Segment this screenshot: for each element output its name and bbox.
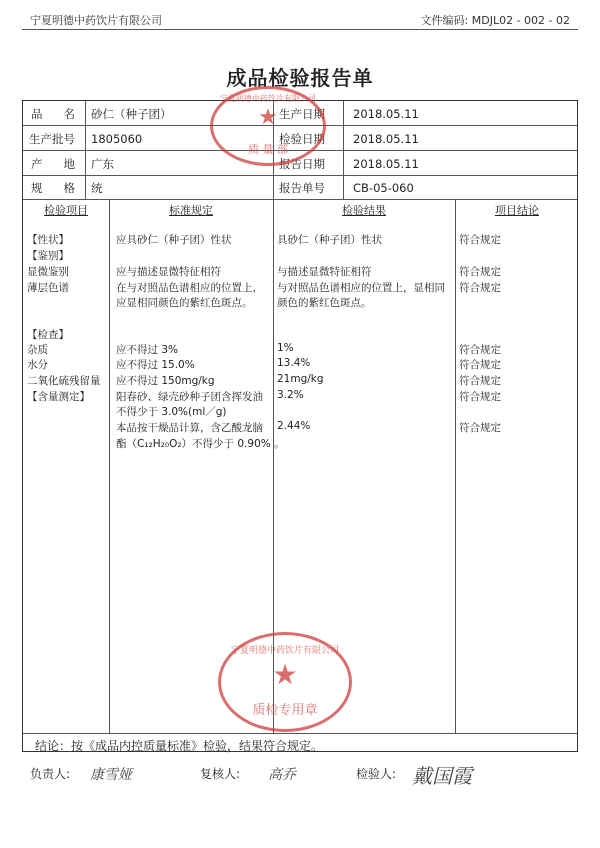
item-cell: 二氧化硫残留量 [27,375,101,387]
item-cell: 【鉴别】 [27,250,69,262]
conclusion-cell: 符合规定 [459,359,501,371]
item-cell: 【性状】 [27,234,69,246]
reviewer-label: 复核人: [200,767,241,781]
divider [23,733,577,734]
result-cell: 2.44% [277,420,311,432]
insp-date-label: 检验日期 [279,132,325,146]
standard-cell: 酯（C₁₂H₂₀O₂）不得少于 0.90% 。 [116,438,285,450]
item-cell: 水分 [27,359,48,371]
divider [23,175,577,176]
standard-cell: 本品按干燥品计算，含乙酸龙脑 [116,422,263,434]
item-cell: 【含量测定】 [27,391,90,403]
conclusion-cell: 符合规定 [459,282,501,294]
inspector-signature: 戴国霞 [412,764,472,788]
prod-date-label: 生产日期 [279,107,325,121]
conclusion-cell: 符合规定 [459,391,501,403]
name-label: 品 名 [31,107,75,121]
conclusion-cell: 符合规定 [459,266,501,278]
standard-cell: 应不得过 3% [116,344,178,356]
report-date-value: 2018.05.11 [353,157,419,171]
spec-label: 规 格 [31,181,75,195]
batch-value: 1805060 [91,132,143,146]
item-cell: 薄层色谱 [27,282,69,294]
insp-date-value: 2018.05.11 [353,132,419,146]
conclusion-cell: 符合规定 [459,422,501,434]
conclusion-cell: 符合规定 [459,234,501,246]
result-cell: 具砂仁（种子团）性状 [277,234,382,246]
column-header-standard: 标准规定 [169,204,213,217]
report-no-value: CB-05-060 [353,181,414,195]
conclusion-cell: 符合规定 [459,375,501,387]
document-number: 文件编码: MDJL02 - 002 - 02 [420,14,570,27]
divider [23,199,577,200]
report-no-label: 报告单号 [279,181,325,195]
conclusion-cell: 符合规定 [459,344,501,356]
quality-dept-stamp [210,86,326,166]
name-value: 砂仁（种子团） [91,107,172,121]
star-icon: ★ [258,105,278,130]
item-cell: 【检查】 [27,329,69,341]
qc-seal-stamp [218,632,352,732]
divider [455,199,456,733]
result-cell: 与描述显微特征相符 [277,266,372,278]
item-cell: 杂质 [27,344,48,356]
stamp-ring-text: 宁夏明德中药饮片有限公司 [230,646,339,656]
batch-label: 生产批号 [29,132,75,146]
page-title: 成品检验报告单 [226,66,374,90]
standard-cell: 在与对照品色谱相应的位置上， [116,282,263,294]
standard-cell: 不得少于 3.0%(ml／g) [116,406,227,418]
result-cell: 13.4% [277,357,311,369]
stamp-center-text: 质检专用章 [252,703,318,718]
item-cell: 显微鉴别 [27,266,69,278]
stamp-center-text: 质 量 部 [248,143,288,156]
standard-cell: 应具砂仁（种子团）性状 [116,234,232,246]
star-icon: ★ [272,658,298,691]
divider [85,101,86,199]
spec-value: 统 [91,181,103,195]
inspector-label: 检验人: [356,767,397,781]
origin-label: 产 地 [31,157,75,171]
column-header-item: 检验项目 [44,204,88,217]
reviewer-signature: 高乔 [268,767,296,783]
origin-value: 广东 [91,157,114,171]
standard-cell: 应显相同颜色的紫红色斑点。 [116,297,253,309]
responsible-signature: 康雪娅 [90,767,132,783]
result-cell: 1% [277,342,294,354]
divider [109,199,110,733]
result-cell: 与对照品色谱相应的位置上，显相同 [277,282,445,294]
column-header-conclusion: 项目结论 [495,204,539,217]
responsible-label: 负责人: [30,767,71,781]
standard-cell: 阳春砂、绿壳砂种子团含挥发油 [116,391,263,403]
header-divider [22,29,578,30]
prod-date-value: 2018.05.11 [353,107,419,121]
result-cell: 颜色的紫红色斑点。 [277,297,372,309]
conclusion-text: 结论：按《成品内控质量标准》检验，结果符合规定。 [35,739,324,753]
standard-cell: 应与描述显微特征相符 [116,266,221,278]
column-header-result: 检验结果 [342,204,386,217]
company-header: 宁夏明德中药饮片有限公司 [30,14,162,27]
report-date-label: 报告日期 [279,157,325,171]
standard-cell: 应不得过 150mg/kg [116,375,215,387]
standard-cell: 应不得过 15.0% [116,359,195,371]
stamp-ring-text: 宁夏明德中药饮片有限公司 [220,94,316,103]
result-cell: 21mg/kg [277,373,324,385]
divider [343,101,344,199]
result-cell: 3.2% [277,389,304,401]
